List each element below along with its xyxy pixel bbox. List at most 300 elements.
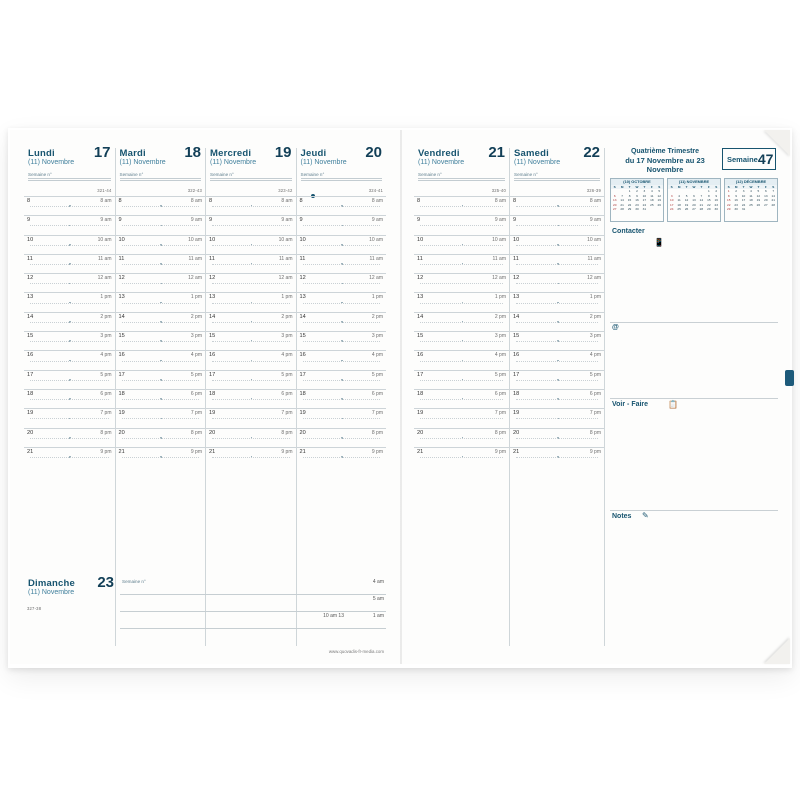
hour-row[interactable] <box>297 389 387 408</box>
hour-row[interactable] <box>510 196 604 215</box>
mini-calendar-day[interactable]: 6 <box>693 193 695 198</box>
mini-calendar-day[interactable]: 21 <box>771 198 775 203</box>
hour-label-right: 9 pm <box>589 448 601 455</box>
hour-row[interactable] <box>24 235 115 254</box>
mini-calendar-day[interactable]: 31 <box>741 207 746 212</box>
sunday-line[interactable] <box>120 578 386 595</box>
hour-label-left: 9 <box>299 217 303 224</box>
mini-calendar-day[interactable]: 28 <box>620 207 624 212</box>
mini-calendar-day <box>755 207 762 211</box>
hour-row[interactable] <box>297 350 387 369</box>
hour-label-right: 8 pm <box>589 429 601 436</box>
mini-calendar-day[interactable]: 6 <box>764 189 767 194</box>
mini-calendar-day[interactable]: 16 <box>714 198 718 203</box>
day-column-mercredi[interactable] <box>205 144 296 646</box>
mini-calendar-grid <box>668 185 720 211</box>
hour-row[interactable] <box>510 331 604 350</box>
day-field-1[interactable]: Semaine n° <box>418 172 505 179</box>
hour-row[interactable] <box>297 408 387 427</box>
hour-center-dot <box>160 263 162 265</box>
mini-calendar-day[interactable]: 9 <box>636 193 638 198</box>
mini-calendar-day[interactable]: 3 <box>742 189 745 194</box>
mini-calendar-day[interactable]: 13 <box>764 193 768 198</box>
hour-row[interactable] <box>24 389 115 408</box>
mini-calendars <box>610 178 778 222</box>
hour-row[interactable] <box>206 331 296 350</box>
mini-calendar-day[interactable]: 4 <box>650 189 653 194</box>
hour-label-right: 11 am <box>492 255 506 262</box>
hour-row[interactable] <box>414 292 509 311</box>
hour-row[interactable] <box>414 215 509 234</box>
hour-row[interactable] <box>206 370 296 389</box>
day-name: Dimanche <box>28 578 76 589</box>
day-number: 23 <box>97 574 114 591</box>
hour-row[interactable] <box>297 447 387 466</box>
mini-calendar-day[interactable]: 5 <box>685 193 688 198</box>
hour-row[interactable] <box>297 292 387 311</box>
mini-calendar-weekday: T <box>698 185 705 189</box>
hour-row[interactable] <box>414 312 509 331</box>
hour-label-right: 12 am <box>278 275 293 282</box>
day-field-1[interactable]: Semaine n° <box>120 172 202 179</box>
day-column-lundi[interactable] <box>24 144 115 646</box>
hour-label-left: 12 <box>299 275 306 282</box>
mini-calendar-december[interactable] <box>724 178 778 222</box>
contacter-label: Contacter <box>612 228 645 235</box>
mini-calendar-day[interactable]: 4 <box>750 189 752 194</box>
hour-center-dot <box>557 437 559 439</box>
hour-row[interactable] <box>414 196 509 215</box>
mini-calendar-day[interactable]: 23 <box>714 202 718 207</box>
hour-center-dot <box>160 302 162 304</box>
mini-calendar-day[interactable]: 12 <box>684 198 689 203</box>
day-field-2[interactable] <box>418 179 505 181</box>
hour-row[interactable] <box>206 196 296 215</box>
day-header <box>510 144 604 172</box>
hour-center-dot <box>462 283 464 285</box>
mini-calendar-day[interactable]: 12 <box>657 193 661 198</box>
hour-row[interactable] <box>414 254 509 273</box>
hour-row[interactable] <box>414 408 509 427</box>
mini-calendar-weekday: W <box>747 185 754 189</box>
mini-calendar-day[interactable]: 10 <box>741 193 746 198</box>
hour-row[interactable] <box>116 254 206 273</box>
hour-label-left: 13 <box>299 294 306 301</box>
day-field-1[interactable]: Semaine n° <box>210 172 292 179</box>
day-field-1[interactable]: Semaine n° <box>514 172 600 179</box>
sunday-line-mid: 10 am 13 <box>323 613 344 619</box>
mini-calendar-day[interactable]: 15 <box>707 198 711 203</box>
day-field-2[interactable] <box>514 179 600 181</box>
hour-label-left: 16 <box>27 352 34 359</box>
hour-row[interactable] <box>297 215 387 234</box>
hour-center-dot <box>69 379 71 381</box>
hour-label-right: 10 am <box>492 236 506 243</box>
mini-calendar-day[interactable]: 2 <box>715 189 718 194</box>
hour-label-right: 6 pm <box>371 390 383 397</box>
quarter-heading <box>610 148 720 174</box>
hour-row[interactable] <box>297 312 387 331</box>
mini-calendar-day[interactable]: 21 <box>699 202 704 207</box>
sunday-line-right: 5 am <box>372 596 384 602</box>
hour-row[interactable] <box>297 370 387 389</box>
corner-pocket-top <box>764 130 790 156</box>
mini-calendar-day[interactable]: 29 <box>726 207 731 212</box>
mini-calendar-day[interactable]: 6 <box>613 193 616 198</box>
mini-calendar-day[interactable]: 11 <box>650 193 654 198</box>
hour-label-right: 11 am <box>369 255 383 262</box>
left-page <box>10 130 400 664</box>
mini-calendar-day[interactable]: 26 <box>684 207 689 212</box>
hour-row[interactable] <box>116 350 206 369</box>
hour-label-right: 9 am <box>589 217 601 224</box>
hour-row[interactable] <box>24 292 115 311</box>
hour-label-left: 18 <box>209 390 216 397</box>
mini-calendar-day[interactable]: 26 <box>756 202 761 207</box>
hour-label-left: 16 <box>118 352 125 359</box>
hour-label-left: 19 <box>299 410 306 417</box>
mini-calendar-day[interactable]: 17 <box>741 198 746 203</box>
hour-row[interactable] <box>414 389 509 408</box>
hour-row[interactable] <box>510 447 604 466</box>
mini-calendar-day[interactable]: 25 <box>749 202 753 207</box>
mini-calendar-day[interactable]: 9 <box>735 193 737 198</box>
mini-calendar-day[interactable]: 16 <box>635 198 639 203</box>
hour-row[interactable] <box>510 408 604 427</box>
mini-calendar-weekday: S <box>770 185 777 189</box>
hour-label-right: 10 am <box>587 236 601 243</box>
mini-calendar-day[interactable]: 25 <box>650 202 654 207</box>
mini-calendar-day[interactable]: 30 <box>714 207 718 212</box>
mini-calendar-day[interactable]: 15 <box>627 198 632 203</box>
mini-calendar-day[interactable]: 7 <box>700 193 703 198</box>
hour-label-left: 14 <box>27 313 34 320</box>
hour-label-left: 11 <box>118 255 125 262</box>
hour-row[interactable] <box>206 254 296 273</box>
hour-row[interactable] <box>510 215 604 234</box>
hour-row[interactable] <box>24 273 115 292</box>
hour-row[interactable] <box>510 235 604 254</box>
hour-row[interactable] <box>24 428 115 447</box>
mini-calendar-weekday: M <box>732 185 739 189</box>
hour-row[interactable] <box>510 389 604 408</box>
day-header <box>206 144 296 172</box>
hour-label-right: 2 pm <box>589 313 601 320</box>
hour-row[interactable] <box>414 235 509 254</box>
hour-row[interactable] <box>414 370 509 389</box>
hour-center-dot <box>251 398 253 400</box>
hour-row[interactable] <box>206 312 296 331</box>
hour-label-left: 21 <box>209 448 216 455</box>
mini-calendar-day[interactable]: 14 <box>699 198 704 203</box>
mini-calendar-day[interactable]: 11 <box>749 193 753 198</box>
day-column-vendredi[interactable] <box>414 144 509 646</box>
day-hour-grid[interactable] <box>510 196 604 646</box>
mini-calendar-day[interactable]: 7 <box>772 189 775 194</box>
hour-row[interactable] <box>510 428 604 447</box>
sunday-line[interactable] <box>120 612 386 629</box>
hour-row[interactable] <box>510 292 604 311</box>
page-tab-marker[interactable] <box>785 370 794 386</box>
day-column-dimanche[interactable] <box>24 574 386 654</box>
mini-calendar-day[interactable]: 14 <box>620 198 624 203</box>
hour-center-dot <box>69 205 71 207</box>
day-month: (11) Novembre <box>28 589 75 596</box>
hour-center-dot <box>69 225 71 227</box>
mini-calendar-day[interactable]: 2 <box>735 189 737 194</box>
hour-row[interactable] <box>206 273 296 292</box>
notes-label: Notes <box>612 513 632 520</box>
hour-label-right: 7 pm <box>100 410 112 417</box>
mini-calendar-day[interactable]: 12 <box>756 193 761 198</box>
mini-calendar-day[interactable]: 15 <box>726 198 731 203</box>
hour-center-dot <box>557 456 559 458</box>
hour-row[interactable] <box>116 331 206 350</box>
mini-calendar-weekday: F <box>648 185 655 189</box>
hour-center-dot <box>341 283 343 285</box>
day-month: (11) Novembre <box>418 159 465 166</box>
hour-row[interactable] <box>24 350 115 369</box>
hour-row[interactable] <box>297 273 387 292</box>
mini-calendar-day[interactable]: 25 <box>677 207 681 212</box>
hour-label-right: 2 pm <box>494 313 506 320</box>
mini-calendar-day[interactable]: 1 <box>707 189 710 194</box>
hour-row[interactable] <box>116 235 206 254</box>
hour-row[interactable] <box>206 292 296 311</box>
hour-label-right: 8 am <box>190 198 202 204</box>
mini-calendar-day[interactable]: 22 <box>726 202 731 207</box>
day-name: Lundi <box>28 148 55 159</box>
mini-calendar-day[interactable]: 18 <box>677 202 681 207</box>
day-field-2[interactable] <box>28 179 111 181</box>
mini-calendar-day[interactable]: 8 <box>628 193 631 198</box>
hour-label-left: 21 <box>513 448 520 455</box>
mini-calendar-day[interactable]: 14 <box>771 193 775 198</box>
hour-center-dot <box>341 437 343 439</box>
mini-calendar-day[interactable]: 5 <box>757 189 760 194</box>
hour-label-left: 12 <box>118 275 125 282</box>
mini-calendar-day[interactable]: 1 <box>628 189 631 194</box>
hour-row[interactable] <box>24 312 115 331</box>
hour-row[interactable] <box>116 215 206 234</box>
mini-calendar-day[interactable]: 5 <box>658 189 661 194</box>
hour-center-dot <box>160 418 162 420</box>
hour-label-right: 9 am <box>281 217 293 224</box>
hour-label-right: 8 pm <box>371 429 383 436</box>
mini-calendar-day[interactable]: 30 <box>635 207 639 212</box>
mini-calendar-day[interactable]: 30 <box>734 207 738 212</box>
mini-calendar-day[interactable]: 19 <box>657 198 661 203</box>
sunday-lines[interactable] <box>120 578 386 629</box>
hour-label-left: 17 <box>27 371 34 378</box>
mini-calendar-day[interactable]: 22 <box>707 202 711 207</box>
day-month: (11) Novembre <box>210 159 257 166</box>
mini-calendar-day[interactable]: 20 <box>764 198 768 203</box>
hour-row[interactable] <box>24 196 115 215</box>
hour-center-dot <box>557 244 559 246</box>
hour-row[interactable] <box>297 254 387 273</box>
mini-calendar-day[interactable]: 1 <box>727 189 730 194</box>
hour-row[interactable] <box>24 254 115 273</box>
hour-row[interactable] <box>206 389 296 408</box>
hour-row[interactable] <box>24 408 115 427</box>
mini-calendar-day[interactable]: 29 <box>707 207 711 212</box>
mini-calendar-day[interactable]: 18 <box>650 198 654 203</box>
hour-row[interactable] <box>24 370 115 389</box>
mini-calendar-november[interactable] <box>667 178 721 222</box>
hour-label-right: 5 pm <box>100 371 112 378</box>
day-hour-grid[interactable] <box>414 196 509 646</box>
day-number: 20 <box>365 144 382 161</box>
hour-row[interactable] <box>297 428 387 447</box>
mini-calendar-day[interactable]: 13 <box>692 198 696 203</box>
hour-row[interactable] <box>510 273 604 292</box>
hour-row[interactable] <box>297 196 387 215</box>
mini-calendar-day[interactable]: 19 <box>756 198 761 203</box>
hour-row[interactable] <box>510 370 604 389</box>
sunday-line-right: 1 am <box>372 613 384 619</box>
hour-label-left: 9 <box>513 217 517 224</box>
mini-calendar-day[interactable]: 10 <box>669 198 674 203</box>
mini-calendar-day[interactable]: 2 <box>636 189 638 194</box>
mini-calendar-day[interactable]: 13 <box>612 198 617 203</box>
hour-row[interactable] <box>206 350 296 369</box>
hour-center-dot <box>160 340 162 342</box>
hour-row[interactable] <box>414 331 509 350</box>
hour-row[interactable] <box>414 350 509 369</box>
mini-calendar-day[interactable]: 26 <box>657 202 661 207</box>
mini-calendar-day[interactable]: 8 <box>727 193 730 198</box>
mini-calendar-october[interactable] <box>610 178 664 222</box>
hour-row[interactable] <box>510 312 604 331</box>
hour-row[interactable] <box>116 196 206 215</box>
hour-row[interactable] <box>116 389 206 408</box>
sunday-line[interactable] <box>120 595 386 612</box>
day-field-2[interactable] <box>301 179 383 181</box>
day-number: 19 <box>274 144 292 161</box>
mini-calendar-day[interactable]: 23 <box>734 202 738 207</box>
hour-row[interactable] <box>510 350 604 369</box>
hour-row[interactable] <box>206 215 296 234</box>
mini-calendar-day[interactable]: 8 <box>707 193 710 198</box>
hour-center-dot <box>557 225 559 227</box>
hour-center-dot <box>251 321 253 323</box>
hour-label-right: 2 pm <box>100 313 112 320</box>
day-column-jeudi[interactable] <box>296 144 387 646</box>
mini-calendar-day[interactable]: 29 <box>627 207 632 212</box>
mini-calendar-day[interactable]: 20 <box>692 202 696 207</box>
notes-panel[interactable] <box>610 226 778 646</box>
hour-center-dot <box>462 302 464 304</box>
day-field-2[interactable] <box>120 179 202 181</box>
mini-calendar-day[interactable]: 16 <box>734 198 738 203</box>
hour-row[interactable] <box>24 215 115 234</box>
mini-calendar-day[interactable]: 20 <box>612 202 617 207</box>
mini-calendar-day[interactable]: 21 <box>620 202 624 207</box>
mini-calendar-day[interactable]: 4 <box>678 193 680 198</box>
hour-row[interactable] <box>510 254 604 273</box>
hour-row[interactable] <box>116 408 206 427</box>
hour-row[interactable] <box>297 331 387 350</box>
mini-calendar-day[interactable]: 3 <box>670 193 673 198</box>
hour-center-dot <box>341 379 343 381</box>
hour-row[interactable] <box>414 447 509 466</box>
hour-row[interactable] <box>116 428 206 447</box>
hour-row[interactable] <box>116 312 206 331</box>
mini-calendar-day[interactable]: 24 <box>741 202 746 207</box>
mini-calendar-day[interactable]: 18 <box>749 198 753 203</box>
hour-label-left: 13 <box>209 294 216 301</box>
hour-row[interactable] <box>297 235 387 254</box>
mini-calendar-day[interactable]: 22 <box>627 202 632 207</box>
mini-calendar-day[interactable]: 24 <box>642 202 647 207</box>
day-field-2[interactable] <box>210 179 292 181</box>
hour-label-left: 9 <box>118 217 122 224</box>
mini-calendar-day[interactable]: 28 <box>699 207 704 212</box>
mini-calendar-day[interactable]: 24 <box>669 207 674 212</box>
mini-calendar-day[interactable]: 28 <box>771 202 775 207</box>
hour-center-dot <box>557 283 559 285</box>
mini-calendar-day[interactable]: 27 <box>692 207 696 212</box>
day-header <box>414 144 509 172</box>
hour-row[interactable] <box>414 428 509 447</box>
hour-row[interactable] <box>116 447 206 466</box>
hour-center-dot <box>341 398 343 400</box>
mini-calendar-day[interactable]: 17 <box>642 198 647 203</box>
hour-label-left: 20 <box>209 429 216 436</box>
hour-row[interactable] <box>206 408 296 427</box>
hour-label-left: 15 <box>118 333 125 340</box>
hour-label-right: 8 pm <box>281 429 293 436</box>
hour-row[interactable] <box>206 235 296 254</box>
hour-row[interactable] <box>414 273 509 292</box>
day-field-1[interactable]: Semaine n° <box>28 172 111 179</box>
hour-label-right: 4 pm <box>589 352 601 359</box>
hour-label-left: 10 <box>417 236 424 243</box>
hour-row[interactable] <box>24 447 115 466</box>
hour-center-dot <box>557 379 559 381</box>
day-field-1[interactable]: Semaine n° <box>301 172 383 179</box>
hour-row[interactable] <box>24 331 115 350</box>
hour-label-right: 3 pm <box>190 333 202 340</box>
mini-calendar-day[interactable]: 19 <box>684 202 689 207</box>
mini-calendar-day[interactable]: 17 <box>669 202 674 207</box>
mini-calendar-day[interactable]: 27 <box>612 207 617 212</box>
mini-calendar-day[interactable]: 11 <box>677 198 681 203</box>
hour-center-dot <box>160 398 162 400</box>
mini-calendar-day[interactable]: 3 <box>643 189 646 194</box>
week-badge-label: Semaine <box>727 154 758 164</box>
mini-calendar-day[interactable]: 10 <box>642 193 647 198</box>
mini-calendar-day[interactable]: 9 <box>715 193 718 198</box>
mini-calendar-day[interactable]: 27 <box>764 202 768 207</box>
day-column-samedi[interactable] <box>509 144 604 646</box>
hour-center-dot <box>341 418 343 420</box>
hour-row[interactable] <box>116 370 206 389</box>
hour-center-dot <box>341 263 343 265</box>
hour-row[interactable] <box>116 273 206 292</box>
day-column-mardi[interactable] <box>115 144 206 646</box>
mini-calendar-day[interactable]: 7 <box>621 193 623 198</box>
mini-calendar-day[interactable]: 31 <box>642 207 647 212</box>
mini-calendar-day[interactable]: 23 <box>635 202 639 207</box>
hour-label-right: 12 am <box>188 275 202 282</box>
hour-row[interactable] <box>206 447 296 466</box>
hour-row[interactable] <box>116 292 206 311</box>
hour-row[interactable] <box>206 428 296 447</box>
hour-center-dot <box>69 340 71 342</box>
right-day-columns <box>414 144 604 646</box>
